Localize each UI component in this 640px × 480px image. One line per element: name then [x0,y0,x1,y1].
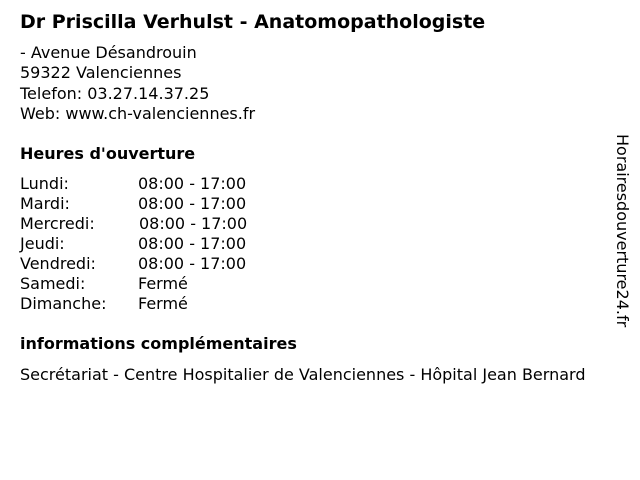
site-watermark: Horairesdouverture24.fr [613,134,632,328]
hours-time-value: 08:00 - 17:00 [138,194,247,213]
hours-day-label: Jeudi: [20,234,65,253]
hours-day-label: Samedi: [20,274,86,293]
address-street: - Avenue Désandrouin [20,43,197,62]
hours-time-value: 08:00 - 17:00 [138,254,247,273]
hours-day-label: Dimanche: [20,294,107,313]
hours-time-value: Fermé [138,294,188,313]
address-phone: Telefon: 03.27.14.37.25 [20,84,210,103]
address-web: Web: www.ch-valenciennes.fr [20,104,256,123]
hours-day-label: Lundi: [20,174,69,193]
info-text: Secrétariat - Centre Hospitalier de Valenciennes - Hôpital Jean Bernard [20,365,586,384]
info-heading: informations complémentaires [20,334,297,353]
hours-time-value: Fermé [138,274,188,293]
hours-time-value: 08:00 - 17:00 [139,214,248,233]
page-title: Dr Priscilla Verhulst - Anatomopathologiste [20,11,486,33]
hours-day-label: Mardi: [20,194,70,213]
hours-heading: Heures d'ouverture [20,144,196,163]
hours-time-value: 08:00 - 17:00 [138,234,247,253]
hours-day-label: Vendredi: [20,254,96,273]
address-city: 59322 Valenciennes [20,63,182,82]
hours-day-label: Mercredi: [20,214,95,233]
hours-time-value: 08:00 - 17:00 [138,174,247,193]
